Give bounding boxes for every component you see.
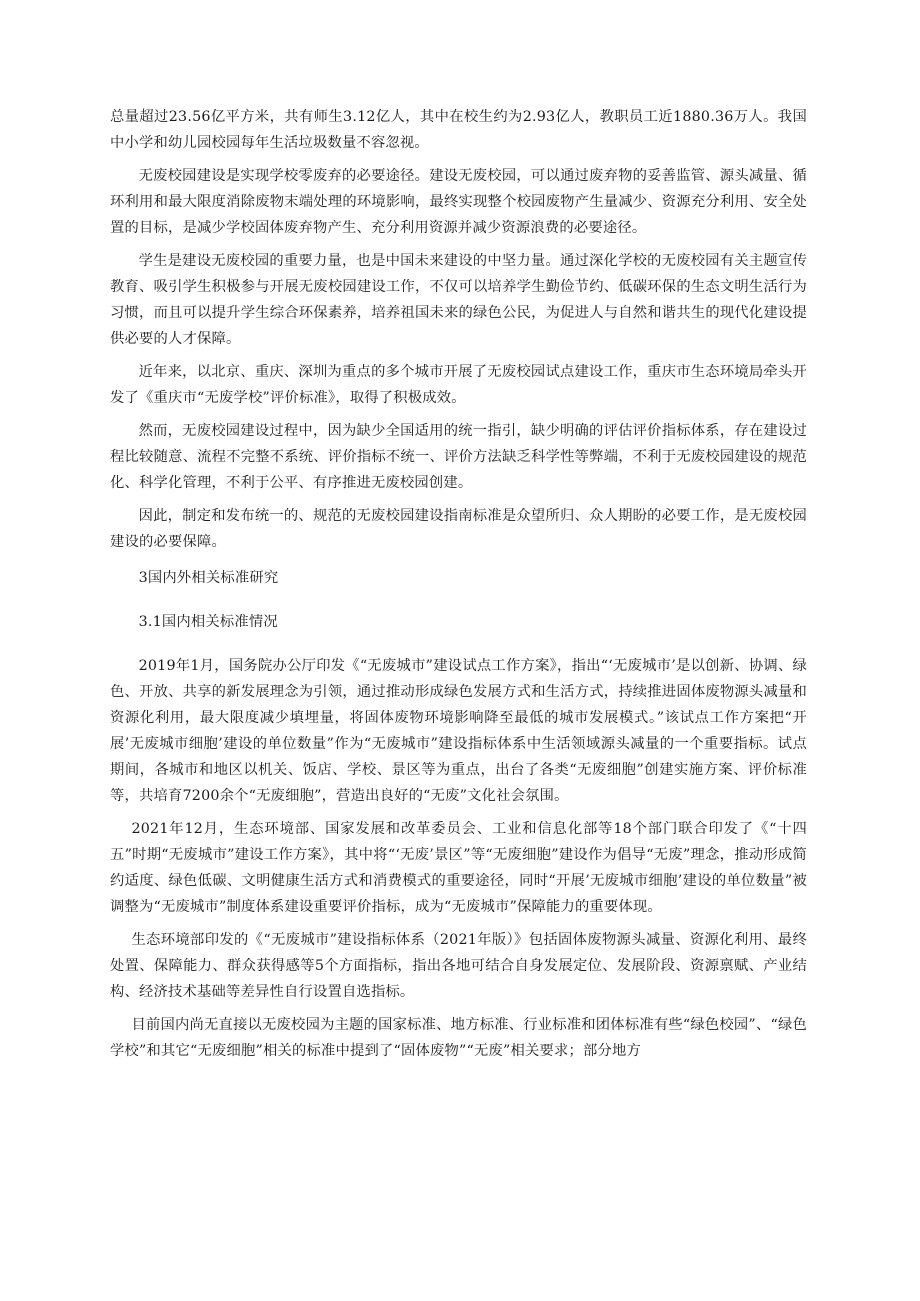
paragraph-indicator-system: 生态环境部印发的《“无废城市”建设指标体系（2021年版）》包括固体废物源头减量、资源化利用、最终处置、保障能力、群众获得感等5个方面指标，指出各地可结合自身发展定位、发展阶段、资源禀赋、产业结构、经济技术基础等差异性自行设置自选指标。 [110, 932, 807, 1000]
paragraph-waste-volume: 总量超过23.56亿平方米，共有师生3.12亿人，其中在校生约为2.93亿人，教职员工近1880.36万人。我国中小学和幼儿园校园每年生活垃圾数量不容忽视。 [110, 109, 807, 151]
paragraph-2021-plan: 2021年12月，生态环境部、国家发展和改革委员会、工业和信息化部等18个部门联合印发了《“十四五”时期“无废城市”建设工作方案》，其中将“‘无废’景区”等“无废细胞”建设作为倡导“无废”理念，推动形成简约适度、绿色低碳、文明健康生活方式和消费模式的重要途径，同时“开展’无废城市细胞’建设的单位数量”被调整为“无废城市”制度体系建设重要评价指标，成为“无废城市”保障能力的重要体现。 [110, 821, 807, 915]
paragraph-pilot-cities: 近年来，以北京、重庆、深圳为重点的多个城市开展了无废校园试点建设工作，重庆市生态环境局牵头开发了《重庆市“无废学校”评价标准》，取得了积极成效。 [110, 364, 807, 406]
section-heading-3: 3国内外相关标准研究 [138, 570, 279, 586]
paragraph-conclusion: 因此，制定和发布统一的、规范的无废校园建设指南标准是众望所归、众人期盼的必要工作，是无废校园建设的必要保障。 [110, 508, 807, 550]
paragraph-current-standards: 目前国内尚无直接以无废校园为主题的国家标准、地方标准、行业标准和团体标准有些“绿色校园”、“绿色学校”和其它“无废细胞”相关的标准中提到了“固体废物”“无废”相关要求；部分地方 [110, 1017, 807, 1059]
paragraph-zero-waste-path: 无废校园建设是实现学校零废弃的必要途径。建设无废校园，可以通过废弃物的妥善监管、源头减量、循环利用和最大限度消除废物末端处理的环境影响，最终实现整个校园废物产生量减少、资源充分利用、安全处置的目标，是减少学校固体废弃物产生、充分利用资源并减少资源浪费的必要途径。 [110, 168, 807, 236]
paragraph-students-role: 学生是建设无废校园的重要力量，也是中国未来建设的中坚力量。通过深化学校的无废校园有关主题宣传教育、吸引学生积极参与开展无废校园建设工作，不仅可以培养学生勤俭节约、低碳环保的生态文明生活行为习惯，而且可以提升学生综合环保素养，培养祖国未来的绿色公民，为促进人与自然和谐共生的现代化建设提供必要的人才保障。 [110, 253, 807, 347]
paragraph-2019-plan: 2019年1月，国务院办公厅印发《“无废城市”建设试点工作方案》，指出“‘无废城市’是以创新、协调、绿色、开放、共享的新发展理念为引领，通过推动形成绿色发展方式和生活方式，持续推进固体废物源头减量和资源化利用，最大限度减少填埋量，将固体废物环境影响降至最低的城市发展模式。”该试点工作方案把“开展’无废城市细胞’建设的单位数量”作为“无废城市”建设指标体系中生活领域源头减量的一个重要指标。试点期间，各城市和地区以机关、饭店、学校、景区等为重点，出台了各类“无废细胞”创建实施方案、评价标准等，共培育7200余个“无废细胞”，营造出良好的“无废”文化社会氛围。 [110, 658, 807, 804]
paragraph-problems: 然而，无废校园建设过程中，因为缺少全国适用的统一指引，缺少明确的评估评价指标体系，存在建设过程比较随意、流程不完整不系统、评价指标不统一、评价方法缺乏科学性等弊端，不利于无废校园建设的规范化、科学化管理，不利于公平、有序推进无废校园创建。 [110, 423, 807, 491]
section-heading-3-1: 3.1国内相关标准情况 [138, 614, 278, 630]
document-page [110, 104, 807, 1071]
